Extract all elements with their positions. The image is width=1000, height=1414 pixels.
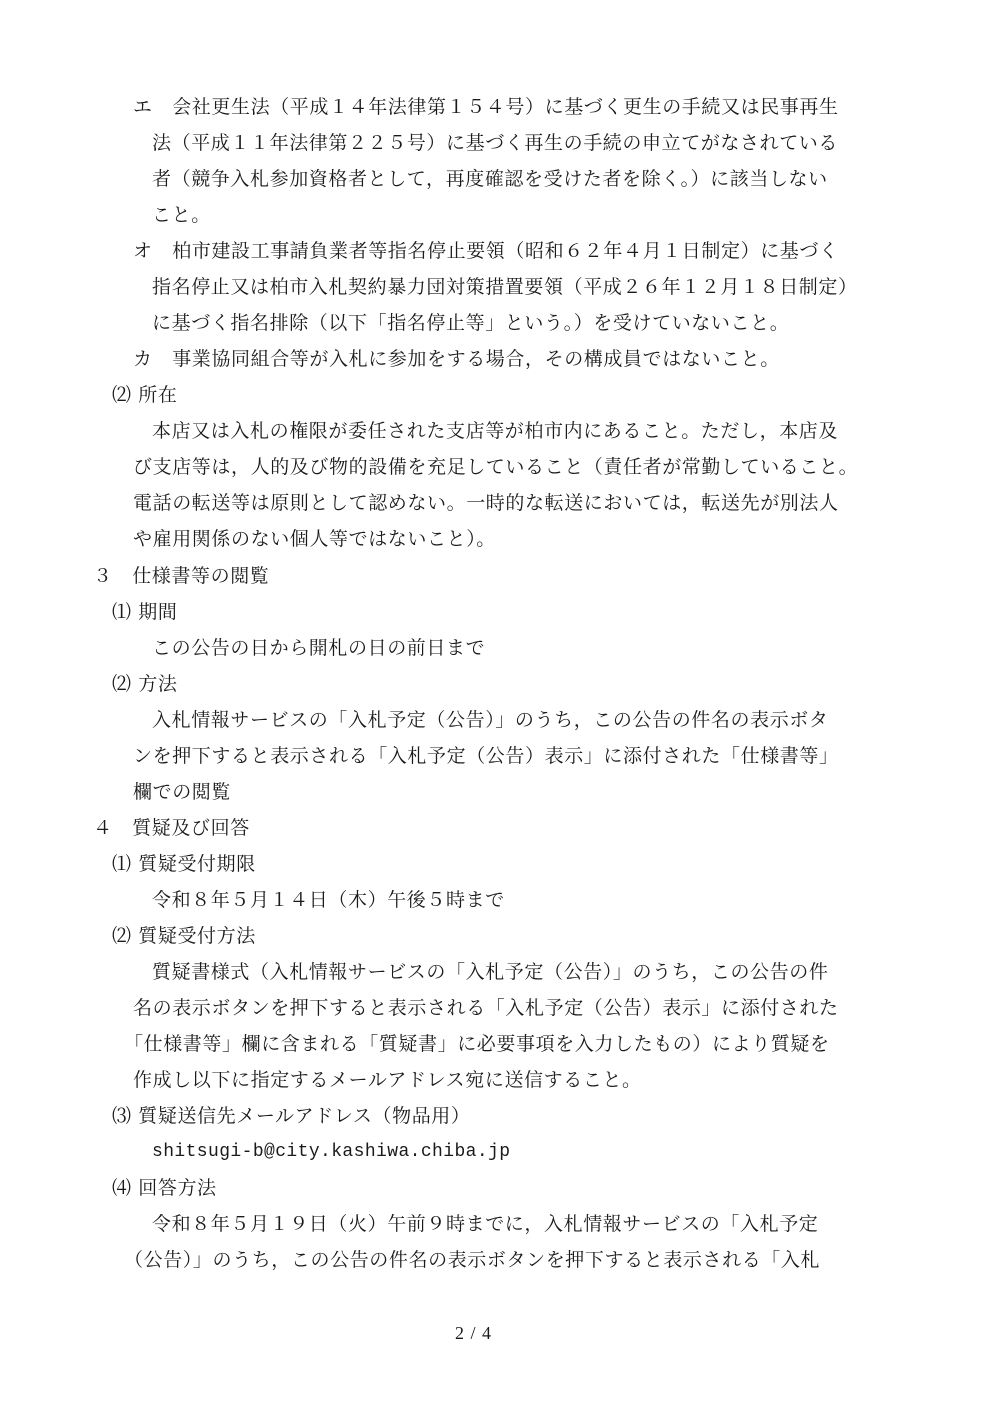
subheading-method: ⑵ 方法 <box>112 673 178 695</box>
subheading-question-method: ⑵ 質疑受付方法 <box>112 925 256 947</box>
item-o-line-2: 指名停止又は柏市入札契約暴力団対策措置要領（平成２６年１２月１８日制定） <box>152 276 858 298</box>
item-e-line-1: エ 会社更生法（平成１４年法律第１５４号）に基づく更生の手続又は民事再生 <box>133 96 839 118</box>
location-line-1: 本店又は入札の権限が委任された支店等が柏市内にあること。ただし，本店及 <box>152 420 839 442</box>
email-address: shitsugi-b@city.kashiwa.chiba.jp <box>152 1142 511 1162</box>
location-line-4: や雇用関係のない個人等ではないこと）。 <box>133 528 496 550</box>
item-e-line-2: 法（平成１１年法律第２２５号）に基づく再生の手続の申立てがなされている <box>152 132 839 154</box>
section-3-heading: ３ 仕様書等の閲覧 <box>93 565 270 587</box>
page-number: 2 / 4 <box>455 1323 493 1343</box>
question-method-line-4: 作成し以下に指定するメールアドレス宛に送信すること。 <box>133 1069 642 1091</box>
method-line-2: ンを押下すると表示される「入札予定（公告）表示」に添付された「仕様書等」 <box>133 745 839 767</box>
period-text: この公告の日から開札の日の前日まで <box>152 637 486 659</box>
item-e-line-4: こと。 <box>152 204 211 226</box>
question-method-line-2: 名の表示ボタンを押下すると表示される「入札予定（公告）表示」に添付された <box>133 997 839 1019</box>
item-ka-line-1: カ 事業協同組合等が入札に参加をする場合，その構成員ではないこと。 <box>133 348 780 370</box>
item-o-line-1: オ 柏市建設工事請負業者等指名停止要領（昭和６２年４月１日制定）に基づく <box>133 240 839 262</box>
location-line-3: 電話の転送等は原則として認めない。一時的な転送においては，転送先が別法人 <box>133 492 839 514</box>
question-deadline-text: 令和８年５月１４日（木）午後５時まで <box>152 889 505 911</box>
subheading-period: ⑴ 期間 <box>112 601 178 623</box>
item-e-line-3: 者（競争入札参加資格者として，再度確認を受けた者を除く。）に該当しない <box>152 168 828 190</box>
subheading-question-deadline: ⑴ 質疑受付期限 <box>112 853 256 875</box>
method-line-1: 入札情報サービスの「入札予定（公告）」のうち，この公告の件名の表示ボタ <box>152 709 829 731</box>
method-line-3: 欄での閲覧 <box>133 781 232 803</box>
subheading-email: ⑶ 質疑送信先メールアドレス（物品用） <box>112 1105 471 1127</box>
subheading-answer-method: ⑷ 回答方法 <box>112 1177 217 1199</box>
subheading-location: ⑵ 所在 <box>112 384 178 406</box>
question-method-line-3: 「仕様書等」欄に含まれる「質疑書」に必要事項を入力したもの）により質疑を <box>124 1033 830 1055</box>
answer-method-line-2: （公告）」のうち，この公告の件名の表示ボタンを押下すると表示される「入札 <box>124 1249 821 1271</box>
item-o-line-3: に基づく指名排除（以下「指名停止等」という。）を受けていないこと。 <box>152 312 790 334</box>
answer-method-line-1: 令和８年５月１９日（火）午前９時までに，入札情報サービスの「入札予定 <box>152 1213 819 1235</box>
location-line-2: び支店等は，人的及び物的設備を充足していること（責任者が常勤していること。 <box>133 456 859 478</box>
question-method-line-1: 質疑書様式（入札情報サービスの「入札予定（公告）」のうち，この公告の件 <box>152 961 829 983</box>
section-4-heading: ４ 質疑及び回答 <box>93 817 250 839</box>
